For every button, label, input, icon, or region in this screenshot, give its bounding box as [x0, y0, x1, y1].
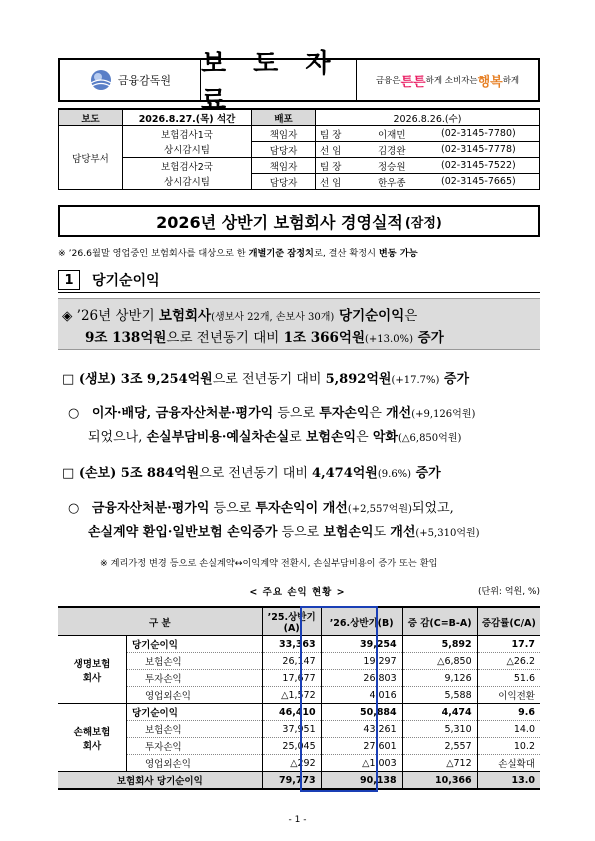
table-unit: (단위: 억원, %)	[478, 587, 540, 597]
title-tag: (잠정)	[404, 215, 442, 231]
summary-line-1: ◈ ’26년 상반기 보험회사(생보사 22개, 손보사 30개) 당기순이익은	[62, 308, 418, 324]
contact-phone: (02-3145-7665)	[437, 174, 540, 190]
contact-role: 담당자	[252, 142, 316, 158]
table-row: 영업외손익 △292 △1,003 △712 손실확대	[58, 755, 540, 772]
logo-text: 금융감독원	[117, 74, 172, 87]
table-row: 영업외손익 △1,572 4,016 5,588 이익전환	[58, 687, 540, 704]
section-divider	[58, 292, 540, 293]
contact-name: 이재민	[374, 126, 437, 142]
distribution-label: 배포	[252, 109, 316, 126]
nonlife-detail-line-2: 손실계약 환입·일반보험 손익증가 등으로 보험손익도 개선(+5,310억원)	[88, 525, 480, 540]
report-date: 2026.8.27.(목) 석간	[123, 109, 252, 126]
nonlife-insurance-summary: □ (손보) 5조 884억원으로 전년동기 대비 4,474억원(9.6%) 증가	[62, 466, 441, 481]
life-detail-line-2: 되었으나, 손실부담비용·예실차손실로 보험손익은 악화(△6,850억원)	[88, 430, 462, 445]
table-row: 생명보험 회사 당기순이익 33,363 39,254 5,892 17.7	[58, 636, 540, 653]
checkbox-square-icon: □	[62, 466, 75, 481]
col-header: 증감률(C/A)	[477, 607, 540, 636]
document-title: 2026년 상반기 보험회사 경영실적 (잠정)	[58, 205, 540, 237]
section-number: 1	[58, 270, 80, 290]
distribution-date: 2026.8.26.(수)	[316, 109, 540, 126]
dept-team: 상시감시팀	[123, 142, 252, 158]
circle-bullet-icon: ○	[68, 501, 80, 516]
contact-phone: (02-3145-7778)	[437, 142, 540, 158]
life-insurance-summary: □ (생보) 3조 9,254억원으로 전년동기 대비 5,892억원(+17.7%) 증가	[62, 372, 470, 387]
col-header: 증 감(C=B-A)	[402, 607, 477, 636]
circle-bullet-icon: ○	[68, 406, 80, 421]
col-header: ’25.상반기(A)	[262, 607, 321, 636]
income-summary-table	[58, 606, 540, 790]
contact-phone: (02-3145-7780)	[437, 126, 540, 142]
press-release-header	[58, 49, 540, 116]
table-title: < 주요 손익 현황 >	[249, 587, 346, 598]
contact-title: 팀 장	[316, 126, 375, 142]
logo-area	[60, 60, 201, 100]
page-number: - 1 -	[288, 815, 307, 825]
contact-role: 담당자	[252, 174, 316, 190]
table-row: 보험손익 37,951 43,261 5,310 14.0	[58, 721, 540, 738]
contact-title: 선 임	[316, 174, 375, 190]
life-detail-line-1: ○ 이자·배당, 금융자산처분·평가익 등으로 투자손익은 개선(+9,126억원)	[68, 406, 476, 421]
contact-phone: (02-3145-7522)	[437, 158, 540, 174]
table-row: 투자손익 25,045 27,601 2,557 10.2	[58, 738, 540, 755]
contact-name: 한우종	[374, 174, 437, 190]
row-group-label: 생명보험 회사	[58, 636, 127, 704]
contact-name: 정승원	[374, 158, 437, 174]
table-header-row	[58, 607, 540, 636]
slogan: 금융은 튼튼 하게 소비자는 행복 하게	[375, 74, 520, 90]
col-header: 구 분	[58, 607, 262, 636]
table-total-row: 보험회사 당기순이익 79,773 90,138 10,366 13.0	[58, 772, 540, 790]
section-heading	[58, 270, 160, 290]
fss-logo-icon	[89, 69, 113, 91]
dept-label: 담당부서	[59, 126, 123, 190]
disclaimer-note: ※ ’26.6월말 영업중인 보험회사를 대상으로 한 개별기준 잠정치로, 결산 확정시 변동 가능	[58, 248, 418, 259]
dept-name: 보험검사2국	[123, 158, 252, 174]
dept-team: 상시감시팀	[123, 174, 252, 190]
checkbox-square-icon: □	[62, 372, 75, 387]
table-row: 보험손익 26,147 19,297 △6,850 △26.2	[58, 653, 540, 670]
contact-name: 김경완	[374, 142, 437, 158]
table-row: 손해보험 회사 당기순이익 46,410 50,884 4,474 9.6	[58, 704, 540, 721]
contact-role: 책임자	[252, 158, 316, 174]
dept-name: 보험검사1국	[123, 126, 252, 142]
release-info-table	[58, 108, 540, 190]
contact-title: 선 임	[316, 142, 375, 158]
contact-title: 팀 장	[316, 158, 375, 174]
report-label: 보도	[59, 109, 123, 126]
press-release-title: 보 도 자 료	[201, 60, 357, 100]
summary-line-2: 9조 138억원으로 전년동기 대비 1조 366억원(+13.0%) 증가	[85, 330, 444, 346]
actuarial-note: ※ 계리가정 변경 등으로 손실계약↔이익계약 전환시, 손실부담비용이 증가 또는 환입	[100, 558, 438, 569]
nonlife-detail-line-1: ○ 금융자산처분·평가익 등으로 투자손익이 개선(+2,557억원)되었고,	[68, 501, 454, 516]
contact-role: 책임자	[252, 126, 316, 142]
section-title: 당기순이익	[92, 273, 160, 289]
table-row: 투자손익 17,677 26,803 9,126 51.6	[58, 670, 540, 687]
col-header: ’26.상반기(B)	[321, 607, 402, 636]
row-group-label: 손해보험 회사	[58, 704, 127, 772]
diamond-bullet-icon: ◈	[62, 308, 73, 324]
